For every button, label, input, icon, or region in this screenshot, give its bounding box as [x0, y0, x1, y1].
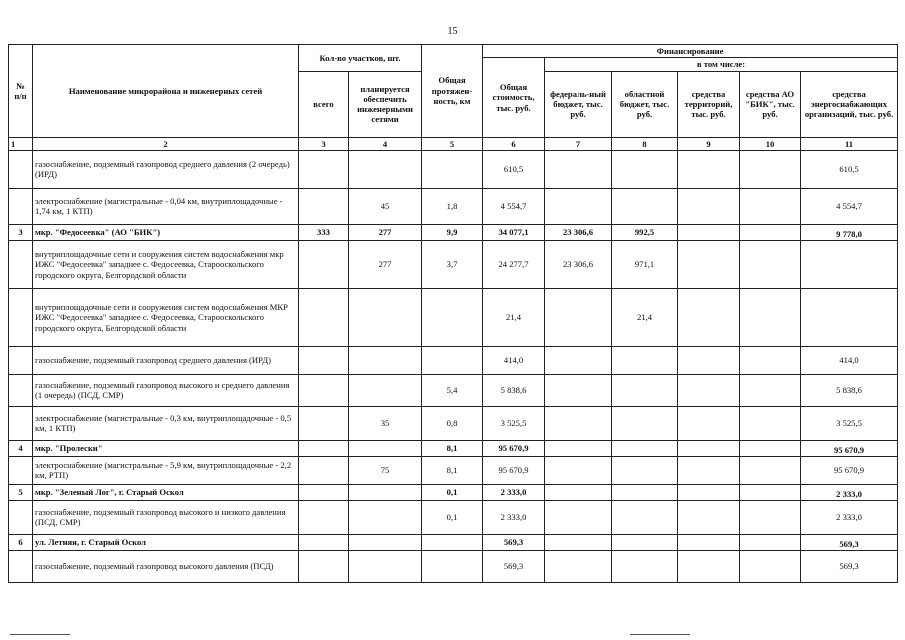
bik-funds-cell — [740, 240, 801, 288]
table-row — [9, 500, 898, 534]
regional-budget-cell — [612, 484, 678, 500]
federal-budget-cell — [545, 550, 612, 582]
row-name-cell: газоснабжение, подземный газопровод среднего давления (ИРД) — [33, 346, 299, 374]
plots-planned-cell: 45 — [349, 188, 422, 224]
row-name-cell: электроснабжение (магистральные - 0,3 км, внутриплощадочные - 0,5 км, 1 КТП) — [33, 406, 299, 440]
row-name-cell: газоснабжение, подземный газопровод высокого давления (ПСД) — [33, 550, 299, 582]
territory-funds-cell — [678, 188, 740, 224]
federal-budget-cell: 23 306,6 — [545, 224, 612, 240]
bik-funds-cell — [740, 224, 801, 240]
regional-budget-cell: 21,4 — [612, 288, 678, 346]
row-number-cell — [9, 346, 33, 374]
total-cost-cell: 2 333,0 — [483, 500, 545, 534]
column-number: 5 — [422, 137, 483, 150]
table-row — [9, 188, 898, 224]
energy-funds-cell: 5 838,6 — [801, 374, 898, 406]
row-name-cell: газоснабжение, подземный газопровод среднего давления (2 очередь) (ИРД) — [33, 150, 299, 188]
bik-funds-cell — [740, 406, 801, 440]
energy-funds-cell: 95 670,9 — [801, 440, 898, 456]
regional-budget-cell — [612, 374, 678, 406]
plots-total-cell — [299, 456, 349, 484]
energy-funds-cell: 569,3 — [801, 534, 898, 550]
table-row — [9, 288, 898, 346]
row-number-cell — [9, 150, 33, 188]
plots-planned-cell — [349, 150, 422, 188]
column-number: 9 — [678, 137, 740, 150]
federal-budget-cell — [545, 288, 612, 346]
total-cost-cell: 3 525,5 — [483, 406, 545, 440]
regional-budget-cell — [612, 440, 678, 456]
regional-budget-cell — [612, 500, 678, 534]
row-number-cell — [9, 550, 33, 582]
plots-planned-cell — [349, 550, 422, 582]
table-row — [9, 346, 898, 374]
federal-budget-cell — [545, 374, 612, 406]
federal-budget-cell — [545, 500, 612, 534]
header-plots-total: всего — [299, 71, 349, 137]
energy-funds-cell: 414,0 — [801, 346, 898, 374]
plots-total-cell — [299, 288, 349, 346]
length-km-cell: 0,1 — [422, 500, 483, 534]
regional-budget-cell — [612, 406, 678, 440]
territory-funds-cell — [678, 150, 740, 188]
regional-budget-cell — [612, 534, 678, 550]
header-financing: Финансирование — [483, 45, 898, 58]
row-name-cell: электроснабжение (магистральные - 0,04 км, внутриплощадочные - 1,74 км, 1 КТП) — [33, 188, 299, 224]
regional-budget-cell — [612, 456, 678, 484]
plots-total-cell — [299, 500, 349, 534]
header-energy: средства энергоснабжающих организаций, тыс. руб. — [801, 71, 898, 137]
plots-planned-cell: 35 — [349, 406, 422, 440]
regional-budget-cell — [612, 188, 678, 224]
plots-planned-cell — [349, 288, 422, 346]
row-name-cell: ул. Летняя, г. Старый Оскол — [33, 534, 299, 550]
regional-budget-cell — [612, 346, 678, 374]
territory-funds-cell — [678, 456, 740, 484]
bik-funds-cell — [740, 346, 801, 374]
bik-funds-cell — [740, 440, 801, 456]
table-row — [9, 150, 898, 188]
federal-budget-cell — [545, 484, 612, 500]
plots-planned-cell: 277 — [349, 240, 422, 288]
header-plots-planned: планируется обеспечить инженерными сетями — [349, 71, 422, 137]
row-name-cell: газоснабжение, подземный газопровод высокого и низкого давления (ПСД, СМР) — [33, 500, 299, 534]
header-no: № п/п — [9, 45, 33, 138]
page-number: 15 — [447, 26, 458, 37]
column-number: 10 — [740, 137, 801, 150]
plots-total-cell — [299, 374, 349, 406]
total-cost-cell: 95 670,9 — [483, 456, 545, 484]
row-name-cell: мкр. "Федосеевка" (АО "БИК") — [33, 224, 299, 240]
territory-funds-cell — [678, 534, 740, 550]
bik-funds-cell — [740, 288, 801, 346]
length-km-cell: 5,4 — [422, 374, 483, 406]
energy-funds-cell: 569,3 — [801, 550, 898, 582]
plots-total-cell — [299, 550, 349, 582]
plots-planned-cell — [349, 534, 422, 550]
header-regional: областной бюджет, тыс. руб. — [612, 71, 678, 137]
column-number: 3 — [299, 137, 349, 150]
table-row — [9, 456, 898, 484]
energy-funds-cell: 95 670,9 — [801, 456, 898, 484]
bik-funds-cell — [740, 484, 801, 500]
territory-funds-cell — [678, 500, 740, 534]
table-group-row — [9, 534, 898, 550]
plots-total-cell — [299, 150, 349, 188]
row-number-cell — [9, 288, 33, 346]
header-plots: Кол-во участков, шт. — [299, 45, 422, 72]
federal-budget-cell: 23 306,6 — [545, 240, 612, 288]
territory-funds-cell — [678, 440, 740, 456]
plots-planned-cell — [349, 500, 422, 534]
total-cost-cell: 4 554,7 — [483, 188, 545, 224]
federal-budget-cell — [545, 406, 612, 440]
row-number-cell — [9, 374, 33, 406]
length-km-cell: 0,1 — [422, 484, 483, 500]
total-cost-cell: 569,3 — [483, 550, 545, 582]
energy-funds-cell: 4 554,7 — [801, 188, 898, 224]
territory-funds-cell — [678, 406, 740, 440]
bik-funds-cell — [740, 500, 801, 534]
territory-funds-cell — [678, 224, 740, 240]
energy-funds-cell — [801, 240, 898, 288]
length-km-cell: 3,7 — [422, 240, 483, 288]
bik-funds-cell — [740, 374, 801, 406]
length-km-cell: 8,1 — [422, 456, 483, 484]
table-group-row — [9, 224, 898, 240]
table-row — [9, 240, 898, 288]
energy-funds-cell: 610,5 — [801, 150, 898, 188]
table-body — [9, 150, 898, 582]
federal-budget-cell — [545, 188, 612, 224]
length-km-cell: 0,8 — [422, 406, 483, 440]
total-cost-cell: 24 277,7 — [483, 240, 545, 288]
table-row — [9, 374, 898, 406]
territory-funds-cell — [678, 240, 740, 288]
total-cost-cell: 2 333,0 — [483, 484, 545, 500]
header-territories: средства территорий, тыс. руб. — [678, 71, 740, 137]
row-number-cell: 3 — [9, 224, 33, 240]
scan-edge-line — [10, 634, 70, 635]
column-number: 1 — [9, 137, 33, 150]
territory-funds-cell — [678, 550, 740, 582]
column-number-row — [9, 137, 898, 150]
length-km-cell — [422, 550, 483, 582]
territory-funds-cell — [678, 346, 740, 374]
total-cost-cell: 21,4 — [483, 288, 545, 346]
energy-funds-cell: 9 778,0 — [801, 224, 898, 240]
energy-funds-cell — [801, 288, 898, 346]
length-km-cell — [422, 534, 483, 550]
energy-funds-cell: 2 333,0 — [801, 484, 898, 500]
total-cost-cell: 610,5 — [483, 150, 545, 188]
plots-total-cell — [299, 406, 349, 440]
total-cost-cell: 95 670,9 — [483, 440, 545, 456]
bik-funds-cell — [740, 550, 801, 582]
length-km-cell: 9,9 — [422, 224, 483, 240]
row-name-cell: газоснабжение, подземный газопровод высокого и среднего давления (1 очередь) (ПСД, СМР) — [33, 374, 299, 406]
financing-table — [8, 44, 898, 583]
federal-budget-cell — [545, 440, 612, 456]
length-km-cell — [422, 346, 483, 374]
length-km-cell — [422, 288, 483, 346]
row-number-cell — [9, 406, 33, 440]
plots-planned-cell: 75 — [349, 456, 422, 484]
table-row — [9, 550, 898, 582]
row-name-cell: внутриплощадочные сети и сооружения систем водоснабжения мкр ИЖС "Федосеевка" западнее с. Федосеевка, Старооскольского городского округа, Белгородской области — [33, 240, 299, 288]
row-number-cell: 6 — [9, 534, 33, 550]
federal-budget-cell — [545, 534, 612, 550]
row-number-cell — [9, 240, 33, 288]
bik-funds-cell — [740, 188, 801, 224]
territory-funds-cell — [678, 484, 740, 500]
plots-total-cell — [299, 240, 349, 288]
row-name-cell: мкр. "Зеленый Лог", г. Старый Оскол — [33, 484, 299, 500]
header-bik: средства АО "БИК", тыс. руб. — [740, 71, 801, 137]
header-federal: федераль-ный бюджет, тыс. руб. — [545, 71, 612, 137]
column-number: 11 — [801, 137, 898, 150]
length-km-cell — [422, 150, 483, 188]
plots-planned-cell — [349, 346, 422, 374]
row-name-cell: электроснабжение (магистральные - 5,9 км, внутриплощадочные - 2,2 км, РТП) — [33, 456, 299, 484]
total-cost-cell: 34 077,1 — [483, 224, 545, 240]
energy-funds-cell: 2 333,0 — [801, 500, 898, 534]
row-number-cell: 4 — [9, 440, 33, 456]
plots-planned-cell: 277 — [349, 224, 422, 240]
federal-budget-cell — [545, 150, 612, 188]
row-number-cell: 5 — [9, 484, 33, 500]
regional-budget-cell: 971,1 — [612, 240, 678, 288]
plots-total-cell: 333 — [299, 224, 349, 240]
plots-total-cell — [299, 484, 349, 500]
plots-total-cell — [299, 188, 349, 224]
header-cost: Общая стоимость, тыс. руб. — [483, 58, 545, 137]
column-number: 4 — [349, 137, 422, 150]
total-cost-cell: 414,0 — [483, 346, 545, 374]
table-row — [9, 406, 898, 440]
table-group-row — [9, 440, 898, 456]
row-number-cell — [9, 500, 33, 534]
length-km-cell: 8,1 — [422, 440, 483, 456]
energy-funds-cell: 3 525,5 — [801, 406, 898, 440]
column-number: 8 — [612, 137, 678, 150]
federal-budget-cell — [545, 346, 612, 374]
column-number: 6 — [483, 137, 545, 150]
plots-planned-cell — [349, 484, 422, 500]
bik-funds-cell — [740, 150, 801, 188]
row-name-cell: внутриплощадочные сети и сооружения систем водоснабжения МКР ИЖС "Федосеевка" западнее с. Федосеевка, Старооскольского городского округа, Белгородской области — [33, 288, 299, 346]
plots-planned-cell — [349, 374, 422, 406]
federal-budget-cell — [545, 456, 612, 484]
plots-total-cell — [299, 346, 349, 374]
length-km-cell: 1,8 — [422, 188, 483, 224]
row-number-cell — [9, 456, 33, 484]
regional-budget-cell — [612, 150, 678, 188]
regional-budget-cell — [612, 550, 678, 582]
header-name: Наименование микрорайона и инженерных сетей — [33, 45, 299, 138]
header-including: в том числе: — [545, 58, 898, 71]
column-number: 2 — [33, 137, 299, 150]
table-group-row — [9, 484, 898, 500]
header-length: Общая протяжен-ность, км — [422, 45, 483, 138]
bik-funds-cell — [740, 534, 801, 550]
column-number: 7 — [545, 137, 612, 150]
territory-funds-cell — [678, 374, 740, 406]
bik-funds-cell — [740, 456, 801, 484]
total-cost-cell: 569,3 — [483, 534, 545, 550]
scan-edge-line — [630, 634, 690, 635]
plots-total-cell — [299, 440, 349, 456]
territory-funds-cell — [678, 288, 740, 346]
row-number-cell — [9, 188, 33, 224]
plots-planned-cell — [349, 440, 422, 456]
row-name-cell: мкр. "Пролески" — [33, 440, 299, 456]
total-cost-cell: 5 838,6 — [483, 374, 545, 406]
plots-total-cell — [299, 534, 349, 550]
regional-budget-cell: 992,5 — [612, 224, 678, 240]
